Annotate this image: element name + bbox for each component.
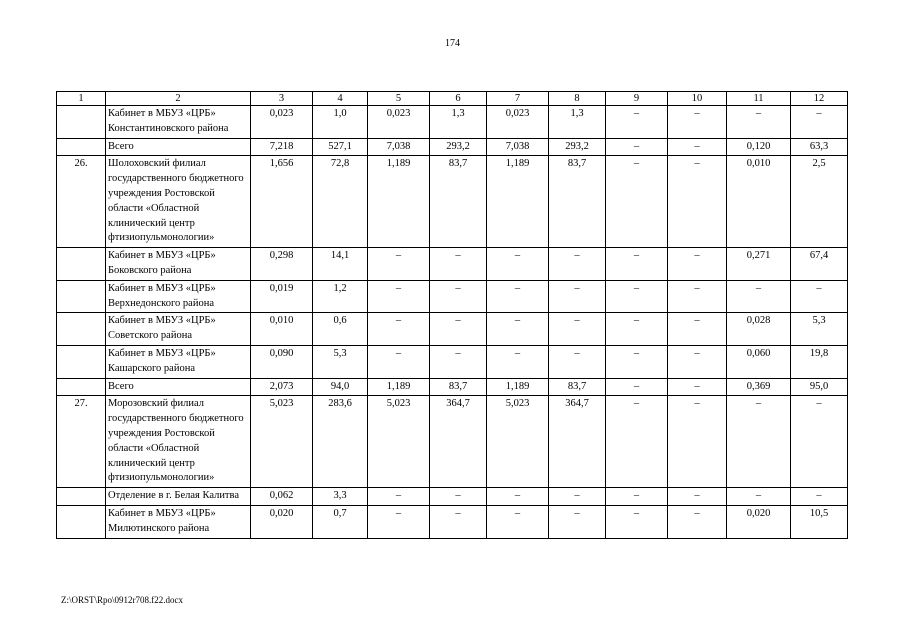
- table-row: [57, 156, 848, 248]
- facility-name-cell: Всего: [106, 378, 251, 396]
- value-cell: 5,023: [487, 396, 549, 488]
- value-cell: 95,0: [791, 378, 848, 396]
- facility-name-cell: Кабинет в МБУЗ «ЦРБ» Кашарского района: [106, 345, 251, 378]
- value-cell: 1,189: [368, 156, 430, 248]
- value-cell: 364,7: [549, 396, 606, 488]
- value-cell: 0,060: [727, 345, 791, 378]
- value-cell: 63,3: [791, 138, 848, 156]
- value-cell: 1,2: [313, 280, 368, 313]
- value-cell: –: [368, 313, 430, 346]
- value-cell: 1,189: [487, 156, 549, 248]
- value-cell: 0,010: [727, 156, 791, 248]
- row-number-cell: [57, 488, 106, 506]
- value-cell: –: [668, 106, 727, 139]
- value-cell: –: [368, 488, 430, 506]
- facility-name-cell: Кабинет в МБУЗ «ЦРБ» Милютинского района: [106, 505, 251, 538]
- value-cell: –: [606, 156, 668, 248]
- value-cell: –: [606, 378, 668, 396]
- row-number-cell: [57, 280, 106, 313]
- value-cell: 83,7: [430, 156, 487, 248]
- column-header: 11: [727, 92, 791, 106]
- value-cell: 0,019: [251, 280, 313, 313]
- column-header: 9: [606, 92, 668, 106]
- value-cell: –: [430, 505, 487, 538]
- value-cell: 10,5: [791, 505, 848, 538]
- value-cell: –: [549, 313, 606, 346]
- column-header: 6: [430, 92, 487, 106]
- value-cell: –: [368, 505, 430, 538]
- value-cell: 83,7: [549, 378, 606, 396]
- value-cell: 1,3: [430, 106, 487, 139]
- value-cell: 0,271: [727, 248, 791, 281]
- value-cell: 2,073: [251, 378, 313, 396]
- column-header: 5: [368, 92, 430, 106]
- value-cell: –: [727, 106, 791, 139]
- column-header: 8: [549, 92, 606, 106]
- facility-name-cell: Отделение в г. Белая Калитва: [106, 488, 251, 506]
- value-cell: 364,7: [430, 396, 487, 488]
- value-cell: 0,062: [251, 488, 313, 506]
- value-cell: 0,023: [487, 106, 549, 139]
- value-cell: –: [606, 280, 668, 313]
- value-cell: 293,2: [430, 138, 487, 156]
- table-row: [57, 248, 848, 281]
- value-cell: 72,8: [313, 156, 368, 248]
- value-cell: –: [487, 248, 549, 281]
- value-cell: –: [727, 280, 791, 313]
- value-cell: 67,4: [791, 248, 848, 281]
- value-cell: –: [487, 313, 549, 346]
- value-cell: –: [430, 248, 487, 281]
- value-cell: 1,656: [251, 156, 313, 248]
- value-cell: 14,1: [313, 248, 368, 281]
- footer-file-path: Z:\ORST\Rpo\0912r708.f22.docx: [61, 595, 183, 605]
- page-number: 174: [445, 38, 460, 49]
- value-cell: 5,3: [313, 345, 368, 378]
- value-cell: –: [606, 396, 668, 488]
- value-cell: –: [430, 313, 487, 346]
- value-cell: –: [430, 488, 487, 506]
- value-cell: 0,298: [251, 248, 313, 281]
- table-row: [57, 488, 848, 506]
- data-table: [56, 91, 848, 539]
- value-cell: 5,023: [368, 396, 430, 488]
- value-cell: –: [368, 248, 430, 281]
- value-cell: 1,3: [549, 106, 606, 139]
- value-cell: –: [668, 138, 727, 156]
- table-row: [57, 280, 848, 313]
- column-header: 12: [791, 92, 848, 106]
- value-cell: 1,189: [368, 378, 430, 396]
- value-cell: –: [791, 106, 848, 139]
- value-cell: –: [791, 280, 848, 313]
- column-header: 2: [106, 92, 251, 106]
- value-cell: 293,2: [549, 138, 606, 156]
- value-cell: –: [368, 280, 430, 313]
- facility-name-cell: Кабинет в МБУЗ «ЦРБ» Верхнедонского района: [106, 280, 251, 313]
- value-cell: –: [549, 505, 606, 538]
- value-cell: –: [549, 248, 606, 281]
- row-number-cell: [57, 378, 106, 396]
- value-cell: –: [606, 313, 668, 346]
- value-cell: 5,3: [791, 313, 848, 346]
- value-cell: 0,120: [727, 138, 791, 156]
- value-cell: 0,090: [251, 345, 313, 378]
- row-number-cell: [57, 345, 106, 378]
- value-cell: 0,020: [727, 505, 791, 538]
- row-number-cell: [57, 505, 106, 538]
- value-cell: 5,023: [251, 396, 313, 488]
- value-cell: –: [549, 280, 606, 313]
- value-cell: –: [668, 280, 727, 313]
- value-cell: –: [668, 505, 727, 538]
- value-cell: –: [606, 248, 668, 281]
- value-cell: 83,7: [430, 378, 487, 396]
- value-cell: 0,6: [313, 313, 368, 346]
- value-cell: –: [549, 488, 606, 506]
- value-cell: 83,7: [549, 156, 606, 248]
- table-row: [57, 378, 848, 396]
- value-cell: –: [606, 505, 668, 538]
- facility-name-cell: Всего: [106, 138, 251, 156]
- row-number-cell: [57, 313, 106, 346]
- value-cell: –: [430, 345, 487, 378]
- column-header: 4: [313, 92, 368, 106]
- value-cell: 0,010: [251, 313, 313, 346]
- value-cell: 283,6: [313, 396, 368, 488]
- table-row: [57, 106, 848, 139]
- value-cell: 94,0: [313, 378, 368, 396]
- table-row: [57, 505, 848, 538]
- value-cell: –: [668, 345, 727, 378]
- row-number-cell: 26.: [57, 156, 106, 248]
- facility-name-cell: Кабинет в МБУЗ «ЦРБ» Советского района: [106, 313, 251, 346]
- facility-name-cell: Кабинет в МБУЗ «ЦРБ» Боковского района: [106, 248, 251, 281]
- value-cell: –: [368, 345, 430, 378]
- value-cell: 0,028: [727, 313, 791, 346]
- value-cell: –: [727, 488, 791, 506]
- value-cell: 0,023: [368, 106, 430, 139]
- value-cell: 1,189: [487, 378, 549, 396]
- table-row: [57, 345, 848, 378]
- facility-name-cell: Шолоховский филиал государственного бюджетного учреждения Ростовской области «Областной клинический центр фтизиопульмонологии»: [106, 156, 251, 248]
- row-number-cell: [57, 106, 106, 139]
- value-cell: –: [668, 378, 727, 396]
- value-cell: –: [549, 345, 606, 378]
- row-number-cell: [57, 248, 106, 281]
- value-cell: –: [727, 396, 791, 488]
- value-cell: –: [606, 345, 668, 378]
- value-cell: –: [668, 248, 727, 281]
- column-header: 10: [668, 92, 727, 106]
- value-cell: –: [487, 345, 549, 378]
- value-cell: –: [606, 138, 668, 156]
- value-cell: –: [487, 488, 549, 506]
- value-cell: 1,0: [313, 106, 368, 139]
- value-cell: 2,5: [791, 156, 848, 248]
- value-cell: –: [668, 488, 727, 506]
- table-row: [57, 313, 848, 346]
- facility-name-cell: Кабинет в МБУЗ «ЦРБ» Константиновского района: [106, 106, 251, 139]
- column-header: 7: [487, 92, 549, 106]
- table-header-row: [57, 92, 848, 106]
- value-cell: –: [668, 156, 727, 248]
- value-cell: –: [430, 280, 487, 313]
- value-cell: 0,023: [251, 106, 313, 139]
- value-cell: 0,7: [313, 505, 368, 538]
- value-cell: 7,038: [368, 138, 430, 156]
- value-cell: –: [487, 505, 549, 538]
- column-header: 3: [251, 92, 313, 106]
- value-cell: 527,1: [313, 138, 368, 156]
- value-cell: 0,369: [727, 378, 791, 396]
- value-cell: 19,8: [791, 345, 848, 378]
- value-cell: –: [487, 280, 549, 313]
- value-cell: 7,218: [251, 138, 313, 156]
- column-header: 1: [57, 92, 106, 106]
- value-cell: 7,038: [487, 138, 549, 156]
- table-row: [57, 138, 848, 156]
- value-cell: –: [606, 488, 668, 506]
- value-cell: 0,020: [251, 505, 313, 538]
- row-number-cell: 27.: [57, 396, 106, 488]
- value-cell: –: [606, 106, 668, 139]
- value-cell: –: [791, 396, 848, 488]
- value-cell: –: [668, 313, 727, 346]
- table-row: [57, 396, 848, 488]
- value-cell: 3,3: [313, 488, 368, 506]
- value-cell: –: [668, 396, 727, 488]
- facility-name-cell: Морозовский филиал государственного бюджетного учреждения Ростовской области «Областной клинический центр фтизиопульмонологии»: [106, 396, 251, 488]
- row-number-cell: [57, 138, 106, 156]
- value-cell: –: [791, 488, 848, 506]
